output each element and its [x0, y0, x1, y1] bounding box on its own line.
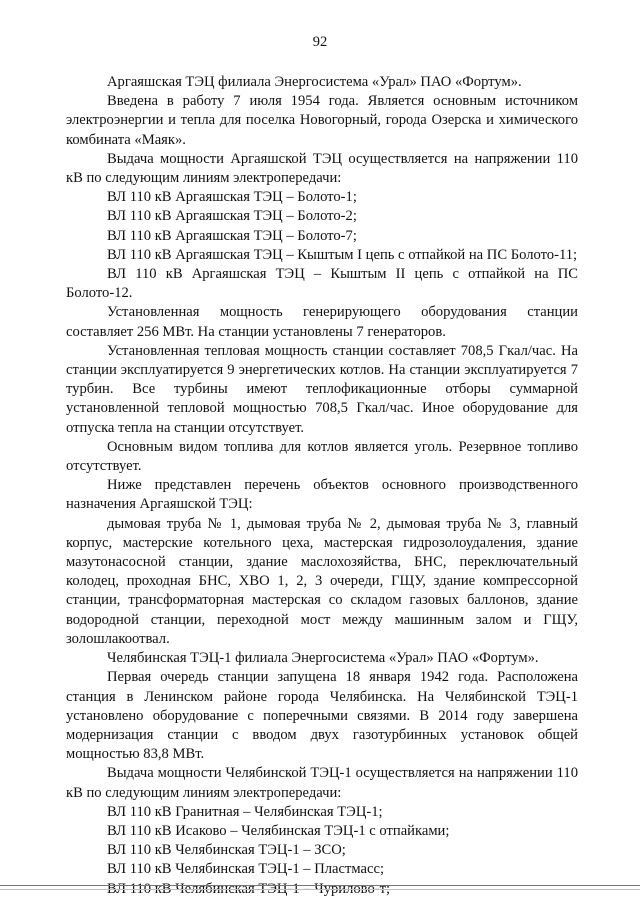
list-item-line: ВЛ 110 кВ Аргаяшская ТЭЦ – Кыштым II цепь с отпайкой на ПС Болото-12. [66, 266, 578, 302]
paragraph-chelyabinsk-intro: Первая очередь станции запущена 18 января 1942 года. Расположена станция в Ленинском районе города Челябинска. На Челябинской ТЭЦ-1 установлено оборудование с поперечными связями. В 2014 году завершена модернизация станции с вводом двух газотурбинных установок общей мощностью 83,8 МВт. [66, 669, 578, 763]
paragraph-chelyabinsk-heading: Челябинская ТЭЦ-1 филиала Энергосистема «Урал» ПАО «Фортум». [107, 650, 539, 667]
page-number: 92 [312, 34, 328, 50]
page-bottom-rule [0, 885, 640, 886]
list-item-line: ВЛ 110 кВ Аргаяшская ТЭЦ – Кыштым I цепь с отпайкой на ПС Болото-11; [107, 246, 578, 263]
paragraph-thermal-capacity: Установленная тепловая мощность станции составляет 708,5 Гкал/час. На станции эксплуатируется 9 энергетических котлов. На станции эксплуатируется 7 турбин. Все турбины имеют теплофикационные отборы суммарной установленной тепловой мощностью 708,5 Гкал/час. Иное оборудование для отпуска тепла на станции отсутствует. [66, 342, 578, 436]
list-item-line: ВЛ 110 кВ Гранитная – Челябинская ТЭЦ-1; [107, 803, 383, 820]
paragraph-argayash-intro: Введена в работу 7 июля 1954 года. Является основным источником электроэнергии и тепла для поселка Новогорный, города Озерска и химического комбината «Маяк». [66, 93, 578, 148]
paragraph-objects-intro: Ниже представлен перечень объектов основного производственного назначения Аргаяшской ТЭЦ: [66, 477, 578, 513]
page-bottom-rule-secondary [0, 889, 640, 890]
list-item-line: ВЛ 110 кВ Челябинская ТЭЦ-1 – Чурилово-т; [107, 880, 391, 897]
paragraph-chelyabinsk-power-output: Выдача мощности Челябинской ТЭЦ-1 осуществляется на напряжении 110 кВ по следующим линиям электропередачи: [66, 765, 578, 801]
paragraph-installed-capacity: Установленная мощность генерирующего оборудования станции составляет 256 МВт. На станции установлены 7 генераторов. [66, 304, 578, 340]
paragraph-argayash-power-output: Выдача мощности Аргаяшской ТЭЦ осуществляется на напряжении 110 кВ по следующим линиям электропередачи: [66, 150, 578, 187]
paragraph-fuel: Основным видом топлива для котлов является уголь. Резервное топливо отсутствует. [66, 438, 578, 475]
list-item-line: ВЛ 110 кВ Челябинская ТЭЦ-1 – Пластмасс; [107, 861, 384, 878]
list-item-line: ВЛ 110 кВ Аргаяшская ТЭЦ – Болото-7; [107, 227, 357, 244]
document-body [66, 73, 578, 899]
list-item-line: ВЛ 110 кВ Челябинская ТЭЦ-1 – ЗСО; [107, 842, 346, 859]
paragraph-objects-list: дымовая труба № 1, дымовая труба № 2, дымовая труба № 3, главный корпус, мастерские котельного цеха, мастерская гидрозолоудаления, здание мазутонасосной станции, здание маслохозяйства, БНС, переключательный колодец, проходная БНС, ХВО 1, 2, 3 очереди, ГЩУ, здание компрессорной станции, трансформаторная мастерская со складом газовых баллонов, здание водородной станции, переходной мост между машинным залом и ГЩУ, золошлакоотвал. [66, 515, 578, 647]
list-item-line: ВЛ 110 кВ Аргаяшская ТЭЦ – Болото-1; [107, 189, 357, 206]
list-item-line: ВЛ 110 кВ Аргаяшская ТЭЦ – Болото-2; [107, 208, 357, 225]
paragraph-argayash-heading: Аргаяшская ТЭЦ филиала Энергосистема «Урал» ПАО «Фортум». [107, 74, 522, 90]
list-item-line: ВЛ 110 кВ Исаково – Челябинская ТЭЦ-1 с отпайками; [107, 822, 450, 839]
